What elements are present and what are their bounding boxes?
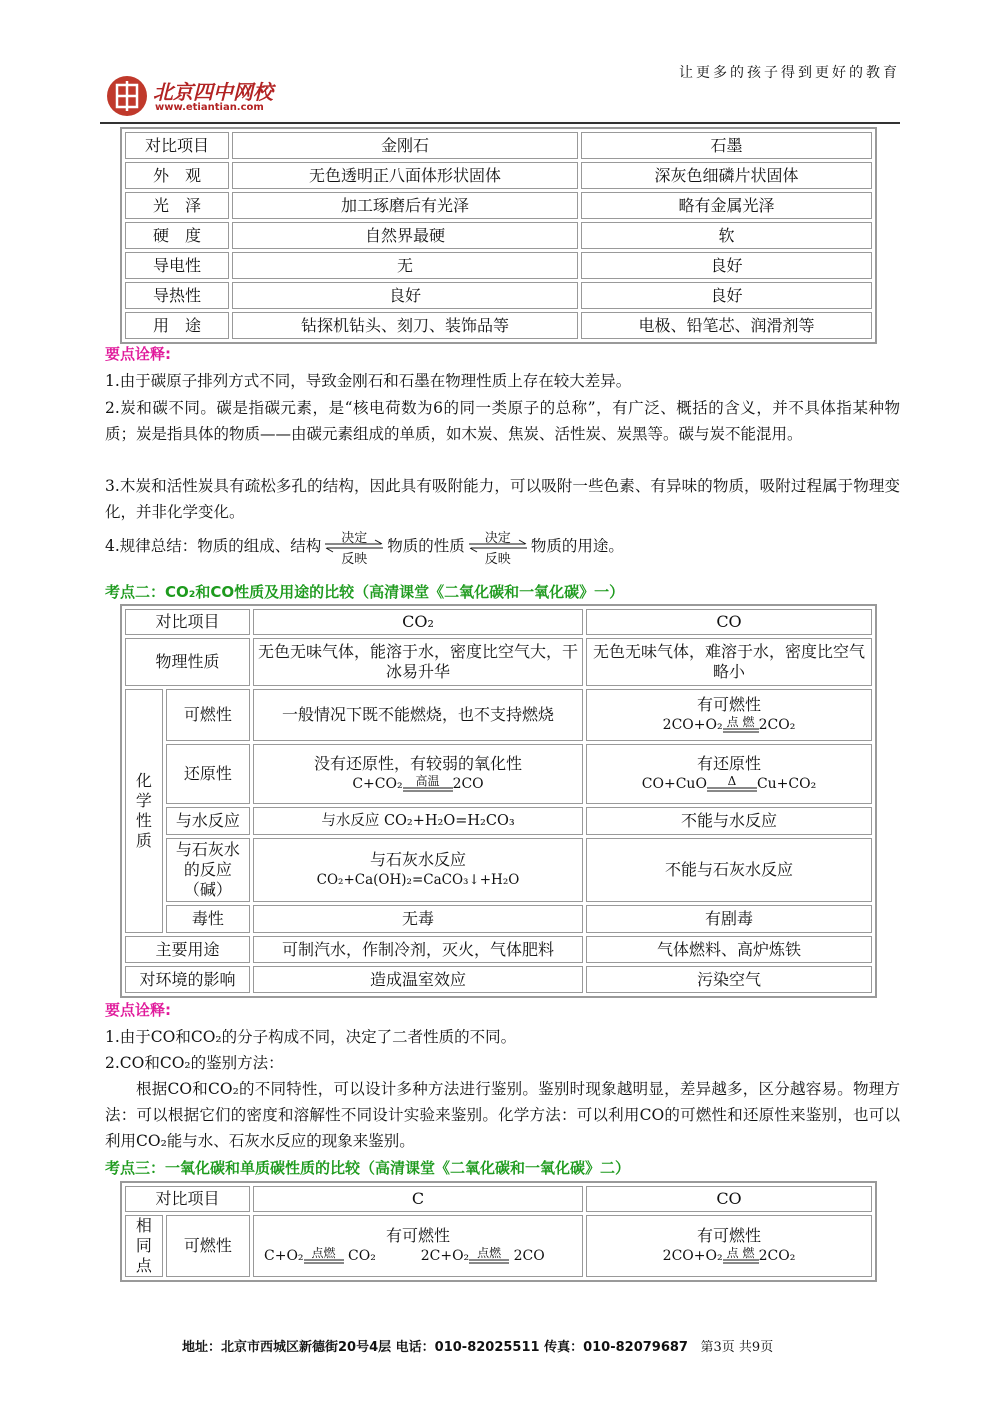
table-cell: 气体燃料、高炉炼铁 xyxy=(586,936,872,963)
table-cell: 对环境的影响 xyxy=(125,966,250,993)
table-cell: 不能与石灰水反应 xyxy=(586,838,872,902)
table-cell: 一般情况下既不能燃烧，也不支持燃烧 xyxy=(253,689,583,741)
eq-left: C+CO₂ xyxy=(352,776,403,792)
table-cell: 无色无味气体，难溶于水，密度比空气略小 xyxy=(586,638,872,686)
table-cell xyxy=(253,838,583,902)
eq-right: 2CO₂ xyxy=(758,1248,796,1264)
logo-text: 北京四中网校 xyxy=(153,80,273,104)
eq-left: 2C+O₂ xyxy=(420,1248,470,1264)
table-cell: 软 xyxy=(581,222,872,249)
eq-right: Cu+CO₂ xyxy=(756,776,817,792)
table-cell: 良好 xyxy=(232,282,578,309)
equal-bar-icon xyxy=(469,1259,509,1265)
eq-left: 2CO+O₂ xyxy=(662,1248,723,1264)
table-cell: 与石灰水的反应（碱） xyxy=(166,838,250,902)
notes1-p1: 1.由于碳原子排列方式不同，导致金刚石和石墨在物理性质上存在较大差异。 xyxy=(105,372,632,390)
kp2-title: 考点二：CO₂和CO性质及用途的比较（高清课堂《二氧化碳和一氧化碳》一） xyxy=(105,583,625,601)
logo-url: www.etiantian.com xyxy=(155,102,264,113)
eq-right: CO₂ xyxy=(348,1248,376,1264)
eq-right: 2CO₂ xyxy=(758,717,796,733)
table-cell: 相同点 xyxy=(125,1215,163,1277)
table-cell xyxy=(253,1215,583,1277)
c-combustion-equations xyxy=(258,1246,578,1266)
co2-limewater-equation: CO₂+Ca(OH)₂=CaCO₃↓+H₂O xyxy=(316,872,520,888)
logo xyxy=(105,74,325,118)
table-cell: 无色透明正八面体形状固体 xyxy=(232,162,578,189)
table-cell: 毒性 xyxy=(166,905,250,933)
p4-part-a: 4.规律总结：物质的组成、结构 xyxy=(105,537,322,555)
co-reduction-equation xyxy=(591,774,867,794)
notes2-p2: 2.CO和CO₂的鉴别方法： xyxy=(105,1054,284,1072)
table-cell: 还原性 xyxy=(166,744,250,804)
arrow-label-bottom: 反映 xyxy=(484,552,511,567)
co-combustible-text: 有可燃性 xyxy=(696,1226,761,1245)
table-cell: 用 途 xyxy=(125,312,229,339)
table-cell: 钻探机钻头、刻刀、装饰品等 xyxy=(232,312,578,339)
notes1-p4 xyxy=(105,531,900,567)
arrow-label-top: 决定 xyxy=(484,531,511,546)
table-header: CO xyxy=(586,609,872,635)
eq-left: CO+CuO xyxy=(641,776,707,792)
c-combustible-text: 有可燃性 xyxy=(385,1226,450,1245)
table-cell: 与水反应 xyxy=(166,807,250,835)
eq-condition xyxy=(403,775,453,793)
equal-bar-icon xyxy=(707,787,757,793)
decide-reflect-arrow xyxy=(323,531,385,567)
table-cell: 可制汽水，作制冷剂，灭火，气体肥料 xyxy=(253,936,583,963)
co-combustion-equation xyxy=(591,715,867,735)
eq-condition xyxy=(469,1247,509,1265)
footer-page: 第3页 共9页 xyxy=(700,1340,774,1355)
eq-left: 2CO+O₂ xyxy=(662,717,723,733)
table-cell: 可燃性 xyxy=(166,689,250,741)
eq-condition-text: 高温 xyxy=(415,774,440,788)
eq-condition xyxy=(723,716,759,734)
table-cell xyxy=(586,1215,872,1277)
p4-part-b: 物质的性质 xyxy=(387,537,465,555)
table-cell: 电极、铅笔芯、润滑剂等 xyxy=(581,312,872,339)
equal-bar-icon xyxy=(304,1259,344,1265)
table-cell: 与水反应 CO₂+H₂O=H₂CO₃ xyxy=(253,807,583,835)
co-combustible-text: 有可燃性 xyxy=(696,695,761,714)
table-header: 石墨 xyxy=(581,132,872,159)
notes2-p3: 根据CO和CO₂的不同特性，可以设计多种方法进行鉴别。鉴别时现象越明显，差异越多，区分越容易。物理方法：可以根据它们的密度和溶解性不同设计实验来鉴别。化学方法：可以利用CO的可燃性和还原性来鉴别，也可以利用CO₂能与水、石灰水反应的现象来鉴别。 xyxy=(105,1080,900,1150)
co-combustion-equation xyxy=(591,1246,867,1266)
table-header: C xyxy=(253,1186,583,1212)
table-header: 对比项目 xyxy=(125,132,229,159)
footer-address: 地址：北京市西城区新德街20号4层 电话：010-82025511 传真：010-82079687 xyxy=(182,1340,688,1355)
notes1-title: 要点诠释: xyxy=(105,345,171,363)
table-cell: 物理性质 xyxy=(125,638,250,686)
notes1-p2: 2.炭和碳不同。碳是指碳元素，是“核电荷数为6的同一类原子的总称”，有广泛、概括的含义，并不具体指某种物质；炭是指具体的物质——由碳元素组成的单质，如木炭、焦炭、活性炭、炭黑等。碳与炭不能混用。 xyxy=(105,399,900,443)
footer xyxy=(182,1336,773,1355)
header-slogan: 让更多的孩子得到更好的教育 xyxy=(679,65,900,81)
table-cell: 加工琢磨后有光泽 xyxy=(232,192,578,219)
c-co-table xyxy=(120,1181,877,1282)
arrow-label-bottom: 反映 xyxy=(341,552,368,567)
decide-reflect-arrow xyxy=(467,531,529,567)
table-cell: 略有金属光泽 xyxy=(581,192,872,219)
diamond-graphite-table xyxy=(120,127,877,344)
table-cell: 不能与水反应 xyxy=(586,807,872,835)
table-cell: 造成温室效应 xyxy=(253,966,583,993)
p4-part-c: 物质的用途。 xyxy=(530,537,624,555)
table-cell: 污染空气 xyxy=(586,966,872,993)
table-cell: 深灰色细磷片状固体 xyxy=(581,162,872,189)
table-cell: 良好 xyxy=(581,252,872,279)
equal-bar-icon xyxy=(403,787,453,793)
table-header: 对比项目 xyxy=(125,1186,250,1212)
table-cell: 光 泽 xyxy=(125,192,229,219)
table-cell: 无色无味气体，能溶于水，密度比空气大，干冰易升华 xyxy=(253,638,583,686)
table-cell: 良好 xyxy=(581,282,872,309)
co2-limewater-text: 与石灰水反应 xyxy=(369,850,466,869)
table-cell: 自然界最硬 xyxy=(232,222,578,249)
eq-right: 2CO xyxy=(513,1248,545,1264)
eq-condition xyxy=(304,1247,344,1265)
notes2-title: 要点诠释: xyxy=(105,1001,171,1019)
table-header: 对比项目 xyxy=(125,609,250,635)
eq-condition xyxy=(723,1247,759,1265)
logo-seal-icon xyxy=(105,74,149,118)
eq-condition-text: 点燃 xyxy=(311,1246,336,1260)
table-cell: 无毒 xyxy=(253,905,583,933)
arrow-label-top: 决定 xyxy=(341,531,368,546)
eq-condition-text: 点 燃 xyxy=(726,1246,755,1260)
notes2-p1: 1.由于CO和CO₂的分子构成不同，决定了二者性质的不同。 xyxy=(105,1028,517,1046)
header-rule xyxy=(100,122,900,124)
table-cell xyxy=(586,744,872,804)
equal-bar-icon xyxy=(723,728,759,734)
table-cell: 外 观 xyxy=(125,162,229,189)
table-cell: 硬 度 xyxy=(125,222,229,249)
co2-reducibility-text: 没有还原性，有较弱的氧化性 xyxy=(313,754,522,773)
co2-reduction-equation xyxy=(258,774,578,794)
table-cell: 化学性质 xyxy=(125,689,163,933)
co-reducibility-text: 有还原性 xyxy=(696,754,761,773)
table-cell: 有剧毒 xyxy=(586,905,872,933)
table-cell: 主要用途 xyxy=(125,936,250,963)
eq-condition-text: Δ xyxy=(727,774,737,788)
table-header: CO₂ xyxy=(253,609,583,635)
table-header: CO xyxy=(586,1186,872,1212)
eq-left: C+O₂ xyxy=(264,1248,304,1264)
table-cell: 导电性 xyxy=(125,252,229,279)
table-header: 金刚石 xyxy=(232,132,578,159)
eq-right: 2CO xyxy=(452,776,484,792)
table-cell xyxy=(586,689,872,741)
eq-condition-text: 点 燃 xyxy=(726,715,755,729)
kp3-title: 考点三：一氧化碳和单质碳性质的比较（高清课堂《二氧化碳和一氧化碳》二） xyxy=(105,1159,631,1177)
equal-bar-icon xyxy=(723,1259,759,1265)
eq-condition-text: 点燃 xyxy=(477,1246,502,1260)
table-cell: 无 xyxy=(232,252,578,279)
eq-condition xyxy=(707,775,757,793)
notes1-p3: 3.木炭和活性炭具有疏松多孔的结构，因此具有吸附能力，可以吸附一些色素、有异味的物质，吸附过程属于物理变化，并非化学变化。 xyxy=(105,477,900,521)
co2-co-table xyxy=(120,604,877,998)
table-cell: 导热性 xyxy=(125,282,229,309)
table-cell xyxy=(253,744,583,804)
table-cell: 可燃性 xyxy=(166,1215,250,1277)
